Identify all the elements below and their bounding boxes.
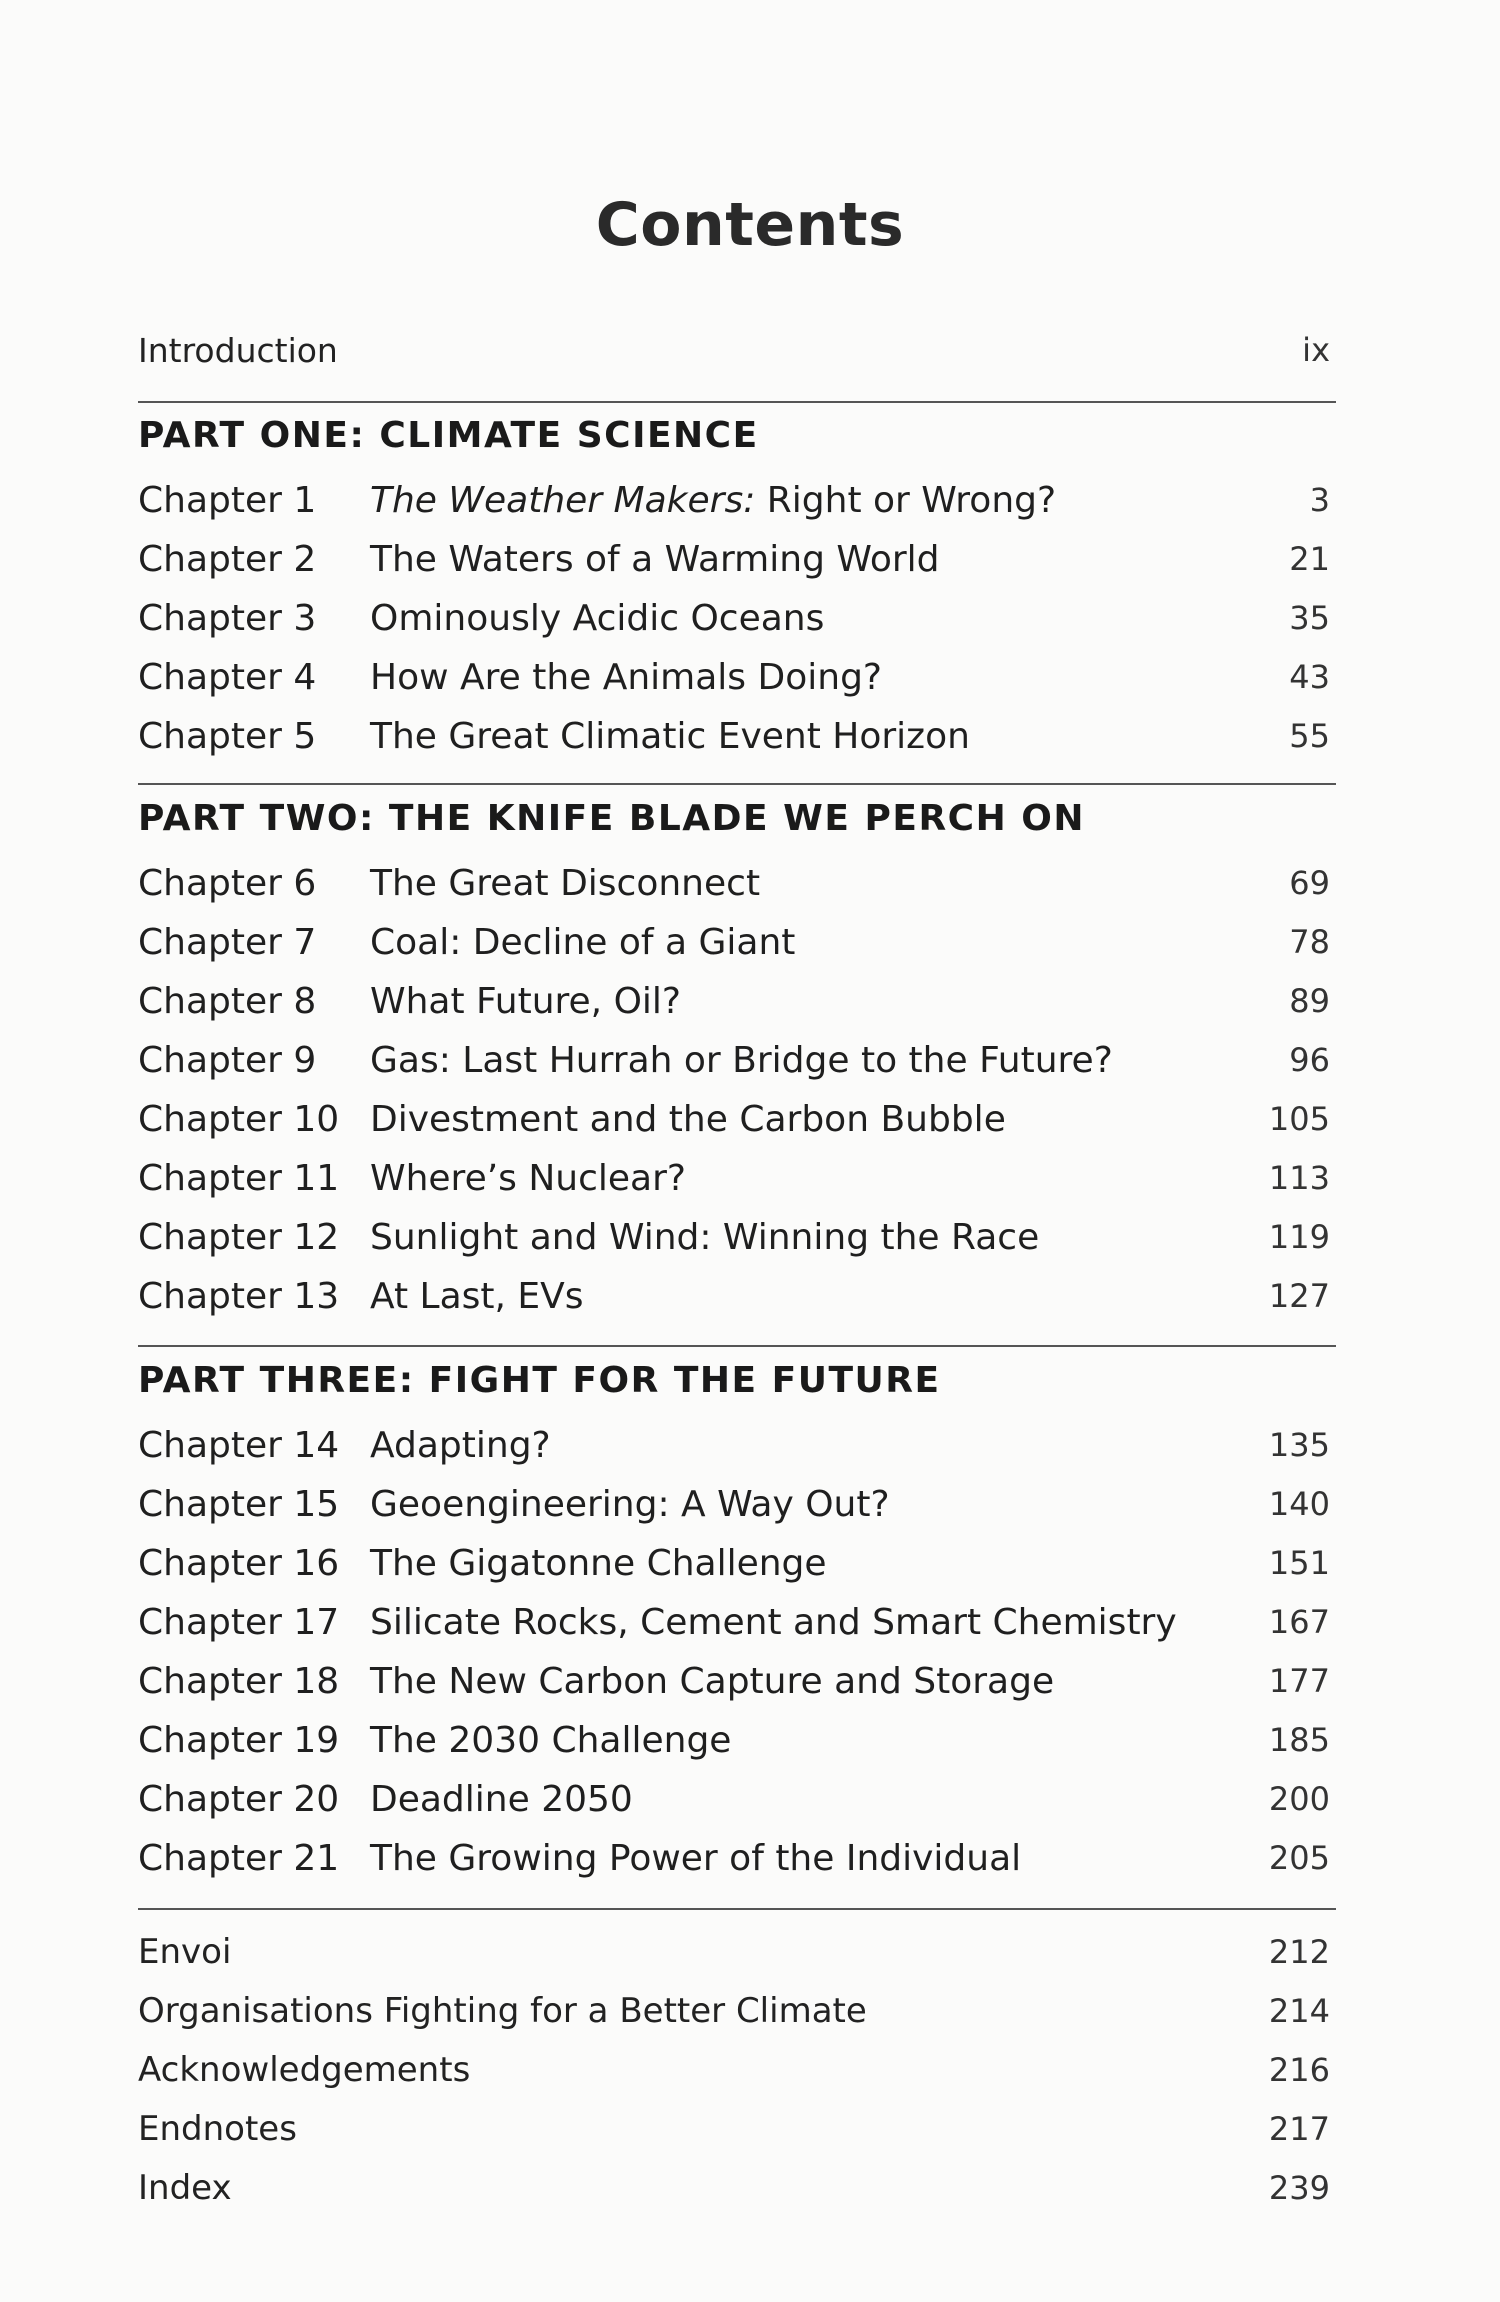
page-number: 140 (1268, 1485, 1330, 1523)
toc-entry-chapter-19[interactable] (138, 1710, 1338, 1770)
chapter-title: The Great Climatic Event Horizon (370, 715, 970, 757)
chapter-label: Chapter 8 (138, 980, 317, 1022)
chapter-title: Sunlight and Wind: Winning the Race (370, 1216, 1040, 1258)
page-number: 119 (1268, 1218, 1330, 1256)
page-number: 214 (1268, 1992, 1330, 2030)
chapter-title: Coal: Decline of a Giant (370, 921, 796, 963)
toc-entry-chapter-12[interactable] (138, 1207, 1338, 1267)
page-number: 151 (1268, 1544, 1330, 1582)
chapter-label: Chapter 5 (138, 715, 317, 757)
page-number: 113 (1268, 1159, 1330, 1197)
toc-entry-introduction[interactable] (138, 320, 1338, 380)
page-number: 212 (1268, 1933, 1330, 1971)
page-number: 43 (1289, 658, 1330, 696)
toc-entry-chapter-8[interactable] (138, 971, 1338, 1031)
chapter-label: Chapter 3 (138, 597, 317, 639)
part-one-heading: PART ONE: CLIMATE SCIENCE (138, 415, 759, 456)
chapter-label: Chapter 20 (138, 1778, 340, 1820)
page-number: 21 (1289, 540, 1330, 578)
chapter-title: Gas: Last Hurrah or Bridge to the Future? (370, 1039, 1113, 1081)
page-number: 55 (1289, 717, 1330, 755)
chapter-title: The Great Disconnect (370, 862, 761, 904)
toc-entry-endnotes[interactable] (138, 2099, 1338, 2159)
chapter-title-italic: The Weather Makers: (370, 479, 756, 521)
chapter-title: How Are the Animals Doing? (370, 656, 883, 698)
toc-entry-chapter-17[interactable] (138, 1592, 1338, 1652)
page-number: 135 (1268, 1426, 1330, 1464)
page-number: 35 (1289, 599, 1330, 637)
chapter-title-text: Right or Wrong? (755, 479, 1057, 521)
chapter-title: Adapting? (370, 1424, 551, 1466)
chapter-label: Chapter 7 (138, 921, 317, 963)
chapter-title: The 2030 Challenge (370, 1719, 732, 1761)
toc-entry-chapter-13[interactable] (138, 1266, 1338, 1326)
toc-entry-chapter-21[interactable] (138, 1828, 1338, 1888)
toc-entry-chapter-4[interactable] (138, 647, 1338, 707)
entry-label: Envoi (138, 1932, 232, 1972)
chapter-title: Geoengineering: A Way Out? (370, 1483, 890, 1525)
chapter-title: Silicate Rocks, Cement and Smart Chemistry (370, 1601, 1177, 1643)
chapter-label: Chapter 9 (138, 1039, 317, 1081)
chapter-label: Chapter 6 (138, 862, 317, 904)
chapter-label: Chapter 17 (138, 1601, 340, 1643)
divider (138, 783, 1336, 785)
chapter-title: Ominously Acidic Oceans (370, 597, 825, 639)
entry-label: Organisations Fighting for a Better Climate (138, 1991, 867, 2031)
page-number: 69 (1289, 864, 1330, 902)
toc-entry-chapter-1[interactable] (138, 470, 1338, 530)
chapter-title: The Waters of a Warming World (370, 538, 940, 580)
chapter-label: Chapter 11 (138, 1157, 340, 1199)
chapter-label: Chapter 1 (138, 479, 317, 521)
entry-label: Index (138, 2168, 232, 2208)
chapter-label: Chapter 16 (138, 1542, 340, 1584)
toc-entry-chapter-10[interactable] (138, 1089, 1338, 1149)
chapter-label: Chapter 15 (138, 1483, 340, 1525)
part-three-heading: PART THREE: FIGHT FOR THE FUTURE (138, 1360, 941, 1401)
part-two-heading: PART TWO: THE KNIFE BLADE WE PERCH ON (138, 798, 1085, 839)
page-number: 89 (1289, 982, 1330, 1020)
page-number: 78 (1289, 923, 1330, 961)
page-number: 96 (1289, 1041, 1330, 1079)
toc-entry-envoi[interactable] (138, 1922, 1338, 1982)
divider (138, 1908, 1336, 1910)
chapter-title: Divestment and the Carbon Bubble (370, 1098, 1006, 1140)
toc-entry-chapter-7[interactable] (138, 912, 1338, 972)
toc-entry-chapter-14[interactable] (138, 1415, 1338, 1475)
page-number: 216 (1268, 2051, 1330, 2089)
chapter-label: Chapter 18 (138, 1660, 340, 1702)
toc-entry-chapter-5[interactable] (138, 706, 1338, 766)
chapter-title: The Gigatonne Challenge (370, 1542, 827, 1584)
toc-entry-chapter-3[interactable] (138, 588, 1338, 648)
page-number: 205 (1268, 1839, 1330, 1877)
chapter-title: Where’s Nuclear? (370, 1157, 687, 1199)
chapter-label: Chapter 13 (138, 1275, 340, 1317)
chapter-title: What Future, Oil? (370, 980, 682, 1022)
chapter-title (370, 480, 1056, 521)
chapter-label: Chapter 2 (138, 538, 317, 580)
chapter-title: The New Carbon Capture and Storage (370, 1660, 1055, 1702)
toc-entry-chapter-6[interactable] (138, 853, 1338, 913)
toc-entry-chapter-15[interactable] (138, 1474, 1338, 1534)
page-number: ix (1302, 331, 1330, 369)
toc-entry-chapter-20[interactable] (138, 1769, 1338, 1829)
page-number: 127 (1268, 1277, 1330, 1315)
divider (138, 1345, 1336, 1347)
toc-entry-acknowledgements[interactable] (138, 2040, 1338, 2100)
chapter-title: The Growing Power of the Individual (370, 1837, 1022, 1879)
page-title: Contents (595, 190, 905, 260)
page-number: 185 (1268, 1721, 1330, 1759)
toc-entry-organisations[interactable] (138, 1981, 1338, 2041)
page-number: 177 (1268, 1662, 1330, 1700)
divider (138, 401, 1336, 403)
chapter-label: Chapter 14 (138, 1424, 340, 1466)
toc-entry-chapter-9[interactable] (138, 1030, 1338, 1090)
chapter-label: Chapter 12 (138, 1216, 340, 1258)
entry-label: Introduction (138, 330, 338, 370)
toc-entry-chapter-2[interactable] (138, 529, 1338, 589)
toc-entry-chapter-16[interactable] (138, 1533, 1338, 1593)
chapter-label: Chapter 10 (138, 1098, 340, 1140)
chapter-label: Chapter 21 (138, 1837, 340, 1879)
page-number: 239 (1268, 2169, 1330, 2207)
page-number: 105 (1268, 1100, 1330, 1138)
chapter-title: Deadline 2050 (370, 1778, 633, 1820)
page-number: 3 (1309, 481, 1330, 519)
chapter-title: At Last, EVs (370, 1275, 584, 1317)
page-number: 200 (1268, 1780, 1330, 1818)
toc-entry-index[interactable] (138, 2158, 1338, 2218)
chapter-label: Chapter 19 (138, 1719, 340, 1761)
page-number: 167 (1268, 1603, 1330, 1641)
page-number: 217 (1268, 2110, 1330, 2148)
entry-label: Endnotes (138, 2109, 297, 2149)
toc-entry-chapter-18[interactable] (138, 1651, 1338, 1711)
entry-label: Acknowledgements (138, 2050, 471, 2090)
chapter-label: Chapter 4 (138, 656, 317, 698)
toc-entry-chapter-11[interactable] (138, 1148, 1338, 1208)
